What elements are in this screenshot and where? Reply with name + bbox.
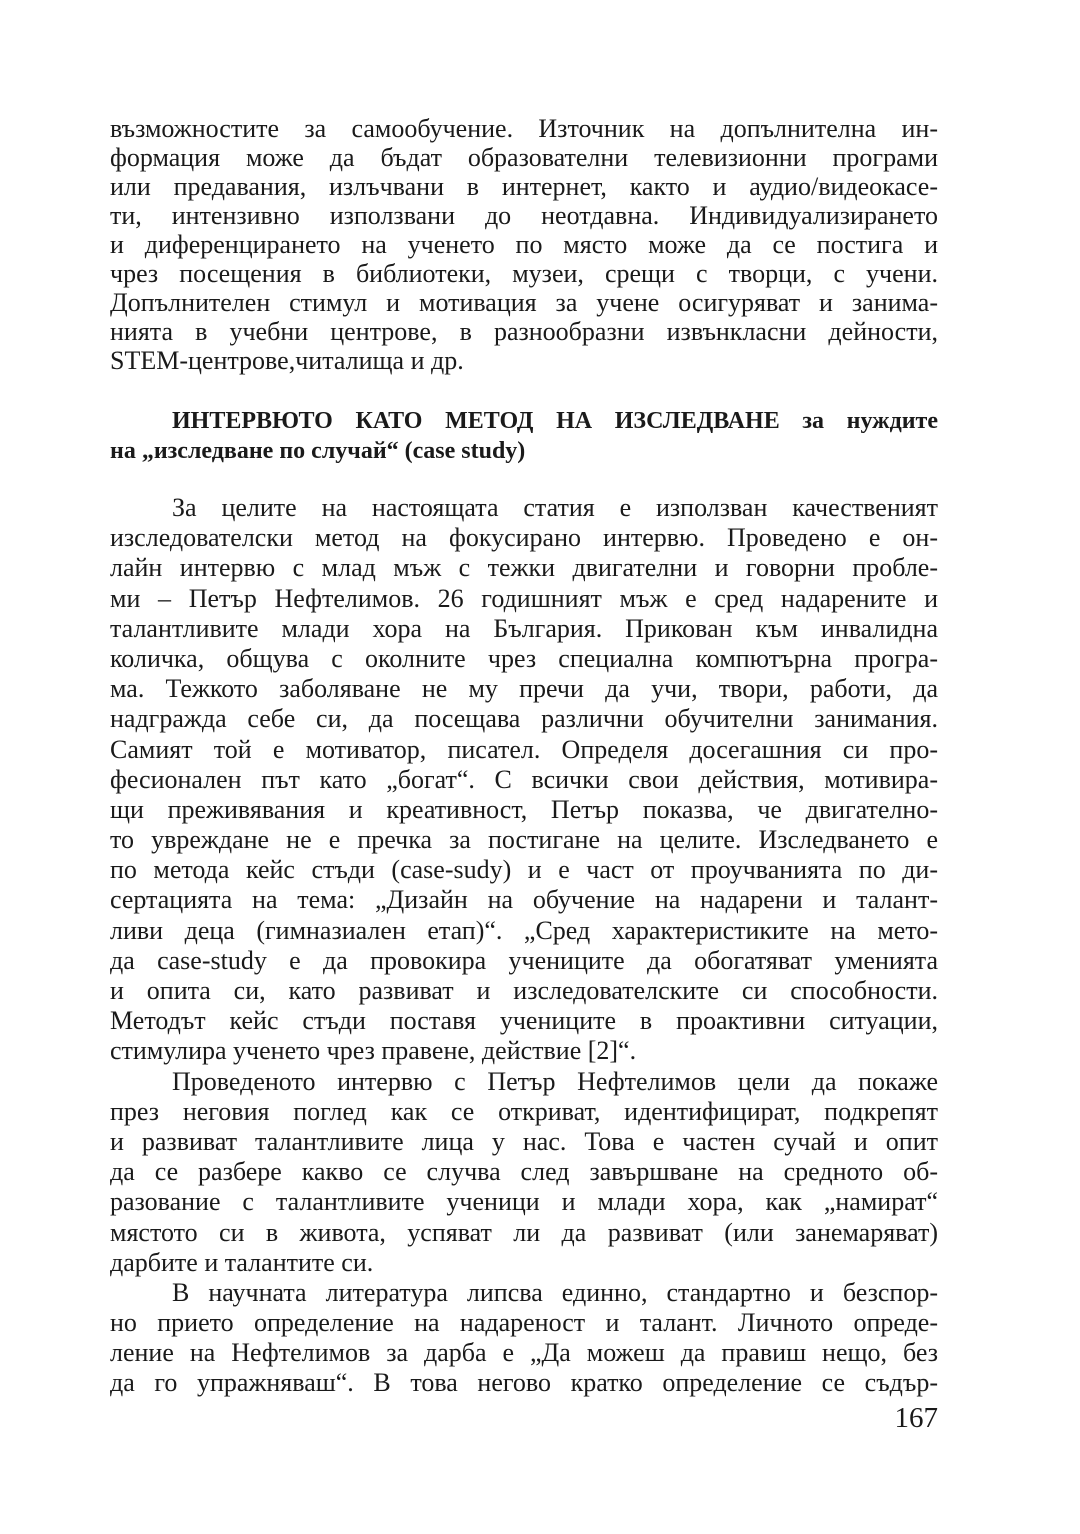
text-line: ми – Петър Нефтелимов. 26 годишният мъж е сред надарените и [110,583,938,613]
text-line: Допълнителен стимул и мотивация за учене осигуряват и занима- [110,288,938,317]
text-line: ление на Нефтелимов за дарба е „Да можеш да правиш нещо, без [110,1338,938,1368]
text-line: формация може да бъдат образователни телевизионни програми [110,143,938,172]
text-line: сертацията на тема: „Дизайн на обучение на надарени и талант- [110,885,938,915]
text-line: стимулира ученето чрез правене, действие [2]“. [110,1036,637,1066]
paragraph [110,1278,938,1399]
text-line: ма. Тежкото заболяване не му пречи да учи, твори, работи, да [110,674,938,704]
text-line: лайн интервю с млад мъж с тежки двигателни и говорни пробле- [110,553,938,583]
text-line: щи преживявания и креативност, Петър показва, че двигателно- [110,794,938,824]
text-line: и диференцирането на ученето по място може да се постига и [110,230,938,259]
text-line: да case-study е да провокира учениците да обогатяват уменията [110,945,938,975]
paragraph [110,114,938,375]
section-body [110,493,938,1399]
section-heading [110,406,938,466]
paragraph [110,493,938,1067]
page-number: 167 [894,1402,938,1434]
text-line: и опита си, като развиват и изследователските си способности. [110,976,938,1005]
text-line: надгражда себе си, да посещава различни обучителни занимания. [110,704,938,734]
text-line: талантливите млади хора на България. Прикован към инвалидна [110,613,938,643]
text-line: ти, интензивно използвани до неотдавна. Индивидуализирането [110,201,938,230]
text-line: мястото си в живота, успяват ли да развиват (или занемаряват) [110,1217,938,1247]
text-line: изследователски метод на фокусирано интервю. Проведено е он- [110,523,938,553]
text-line: ливи деца (гимназиален етап)“. „Сред характеристиките на мето- [110,915,938,945]
text-line: нията в учебни центрове, в разнообразни извънкласни дейности, [110,317,938,346]
text-line: да го упражняваш“. В това негово кратко определение се съдър- [110,1368,938,1398]
text-line: В научната литература липсва единно, стандартно и безспор- [172,1277,938,1307]
text-line: количка, общува с околните чрез специална компютърна програ- [110,643,938,673]
text-line: или предавания, излъчвани в интернет, както и аудио/видеокасе- [110,172,938,201]
heading-line: на „изследване по случай“ (case study) [110,438,526,464]
text-line: Методът кейс стъди поставя учениците в проактивни ситуации, [110,1006,938,1036]
text-line: през неговия поглед как се откриват, идентифицират, подкрепят [110,1096,938,1126]
text-line: да се разбере какво се случва след завършване на средното об- [110,1157,938,1187]
text-line: Самият той е мотиватор, писател. Определя досегашния си про- [110,734,938,764]
text-line: Проведеното интервю с Петър Нефтелимов цели да покаже [172,1066,938,1096]
text-line: дарбите и талантите си. [110,1247,374,1277]
text-line: и развиват талантливите лица у нас. Това е частен сучай и опит [110,1126,938,1156]
text-line: STEM-центрове,читалища и др. [110,346,464,375]
text-line: За целите на настоящата статия е използван качественият [172,493,938,522]
text-line: но прието определение на надареност и талант. Личното опреде- [110,1308,938,1338]
text-line: фесионален път като „богат“. С всички свои действия, мотивира- [110,764,938,794]
text-line: възможностите за самообучение. Източник на допълнителна ин- [110,114,938,143]
paragraph-intro-continuation [110,114,938,375]
text-line: по метода кейс стъди (case-sudy) и е част от проучванията по ди- [110,855,938,885]
text-line: то увреждане не е пречка за постигане на целите. Изследването е [110,825,938,855]
heading-line: ИНТЕРВЮТО КАТО МЕТОД НА ИЗСЛЕДВАНЕ за нуждите [172,408,938,434]
text-line: разование с талантливите ученици и млади хора, как „намират“ [110,1187,938,1217]
paragraph [110,1067,938,1278]
text-line: чрез посещения в библиотеки, музеи, срещи с творци, с учени. [110,259,938,288]
